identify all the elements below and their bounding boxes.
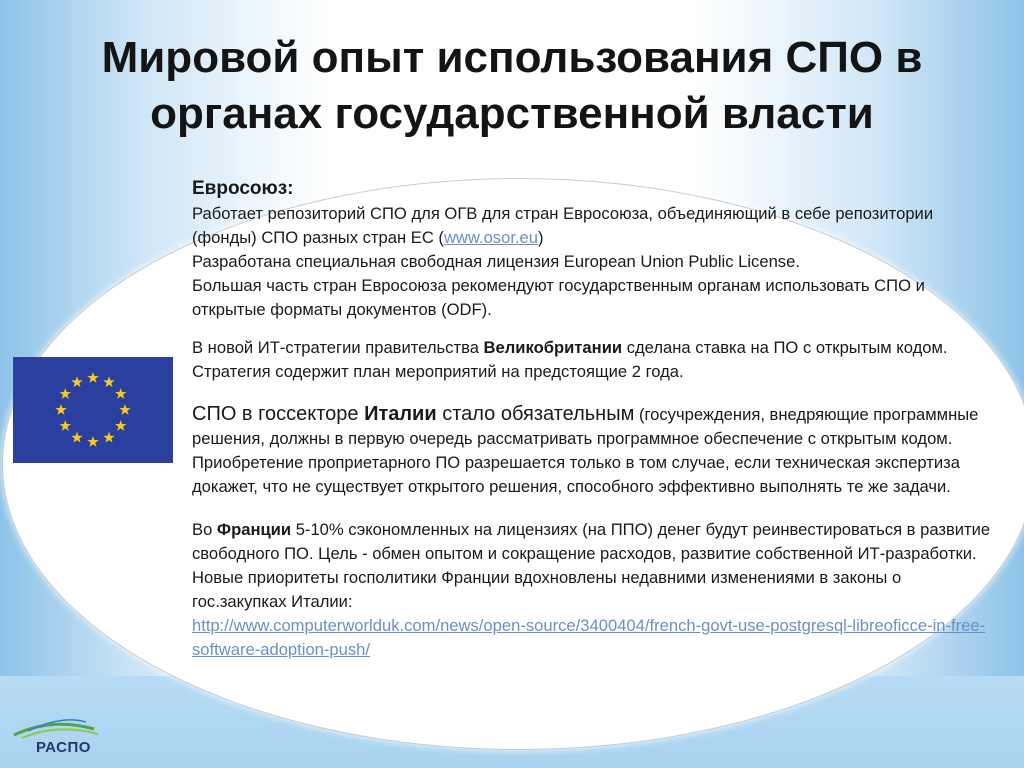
uk-text-post: сделана ставка на ПО с открытым кодом. Стратегия содержит план мероприятий на предстоящие 2 года. xyxy=(192,338,948,381)
italy-text-rest: (госучреждения, внедряющие программные решения, должны в первую очередь рассматривать программное обеспечение с открытым кодом. Приобретение проприетарного ПО разрешается только в том случае, если техническая экспертиза докажет, что не существует открытого решения, способного эффективно выполнять те же задачи. xyxy=(192,405,979,496)
eu-heading: Евросоюз: xyxy=(192,178,294,199)
slide-title: Мировой опыт использования СПО в органах государственной власти xyxy=(101,33,923,138)
eu-text: Работает репозиторий СПО для ОГВ для стран Евросоюза, объединяющий в себе репозитории (фонды) СПО разных стран ЕС ( xyxy=(192,204,934,247)
eu-recommend-line: Большая часть стран Евросоюза рекомендуют государственным органам использовать СПО и открытые форматы документов (ODF). xyxy=(192,276,925,319)
italy-paragraph xyxy=(192,402,992,499)
raspo-logo-arcs-icon xyxy=(12,715,112,739)
eu-paragraph xyxy=(192,202,992,250)
osor-link[interactable]: www.osor.eu xyxy=(443,228,539,247)
uk-country: Великобритании xyxy=(483,338,623,357)
raspo-logo xyxy=(12,715,112,763)
raspo-logo-text: РАСПО xyxy=(36,739,91,756)
italy-text-pre: СПО в госсекторе xyxy=(192,403,365,425)
computerworld-link[interactable]: http://www.computerworlduk.com/news/open-source/3400404/french-govt-use-postgresql-libreoficce-in-free-software-adoption-push/ xyxy=(192,616,986,659)
france-country: Франции xyxy=(216,520,292,539)
uk-paragraph xyxy=(192,336,992,384)
eu-text-close: ) xyxy=(538,228,544,247)
eu-flag-icon xyxy=(13,357,173,463)
france-paragraph xyxy=(192,518,992,614)
france-text-pre: Во xyxy=(192,520,217,539)
france-link-line xyxy=(192,614,992,662)
uk-text-pre: В новой ИТ-стратегии правительства xyxy=(192,338,484,357)
italy-country: Италии xyxy=(364,403,437,425)
italy-text-big: стало обязательным xyxy=(436,403,635,425)
slide-content xyxy=(192,176,992,662)
eu-license-line: Разработана специальная свободная лицензия European Union Public License. xyxy=(192,252,800,271)
france-text-post: 5-10% сэкономленных на лицензиях (на ППО) денег будут реинвестироваться в развитие свободного ПО. Цель - обмен опытом и сокращение расходов, развитие собственной ИТ-разработки. Новые приоритеты госполитики Франции вдохновлены недавними изменениями в законы о гос.закупках Италии: xyxy=(192,520,991,611)
